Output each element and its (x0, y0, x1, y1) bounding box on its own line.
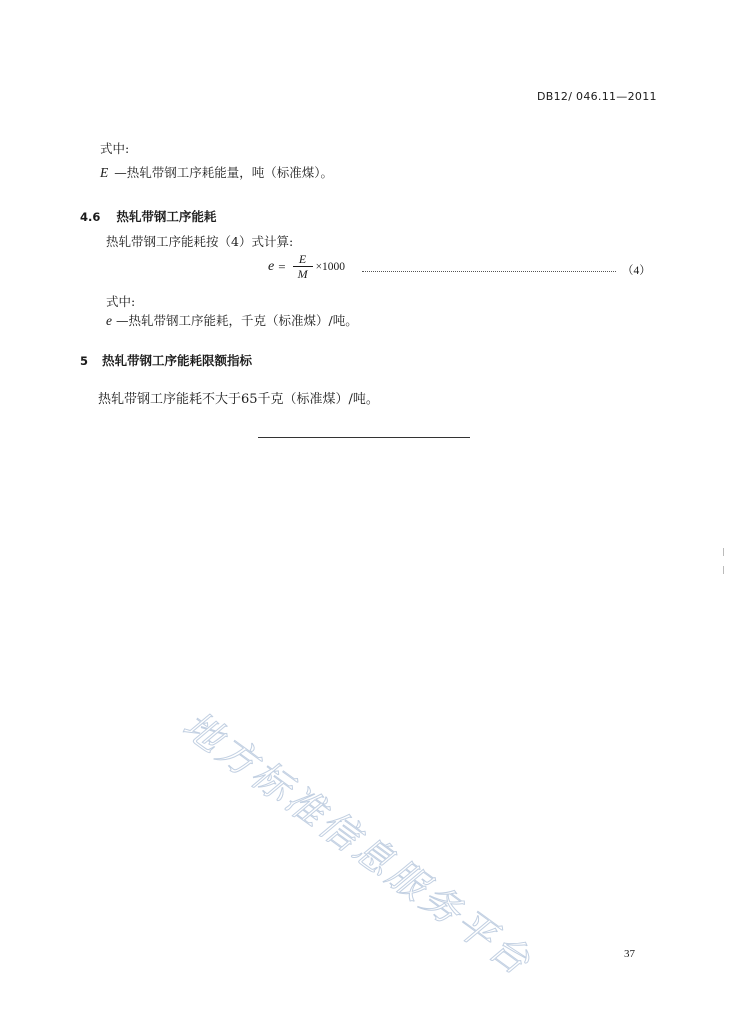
definition-E (100, 163, 333, 181)
section-title: 热轧带钢工序能耗 (116, 209, 217, 224)
edge-mark-top (723, 548, 724, 556)
page-number: 37 (624, 948, 635, 960)
symbol-E: E (100, 165, 109, 180)
where-label-2: 式中: (106, 294, 136, 309)
formula-fraction (293, 252, 313, 281)
definition-e (106, 311, 358, 329)
formula-leader-dots (362, 271, 616, 272)
section-5-title: 热轧带钢工序能耗限额指标 (102, 353, 253, 368)
formula-number: （4） (622, 265, 651, 277)
definition-E-text: —热轧带钢工序耗能量，吨（标准煤）。 (114, 165, 334, 180)
formula-4 (268, 252, 345, 281)
fraction-denominator: M (297, 267, 308, 281)
symbol-e: e (106, 313, 112, 328)
watermark: 地方标准信息服务平台 (175, 702, 541, 986)
formula-multiplier: ×1000 (315, 260, 346, 273)
standard-code: DB12/ 046.11—2011 (537, 90, 657, 103)
fraction-numerator: E (298, 252, 307, 266)
formula-equals: = (278, 258, 286, 274)
section-4-6-intro: 热轧带钢工序能耗按（4）式计算: (106, 234, 294, 249)
where-label-1: 式中: (100, 141, 130, 156)
section-5-number: 5 (80, 354, 89, 368)
section-5-text: 热轧带钢工序能耗不大于65千克（标准煤）/吨。 (98, 392, 379, 407)
definition-e-text: —热轧带钢工序能耗，千克（标准煤）/吨。 (116, 313, 358, 328)
section-4-6-heading (80, 207, 216, 225)
section-5-heading (80, 351, 252, 369)
section-number: 4.6 (80, 210, 101, 224)
formula-lhs: e (268, 258, 275, 274)
edge-mark-bottom (723, 566, 724, 574)
end-rule (258, 437, 470, 438)
